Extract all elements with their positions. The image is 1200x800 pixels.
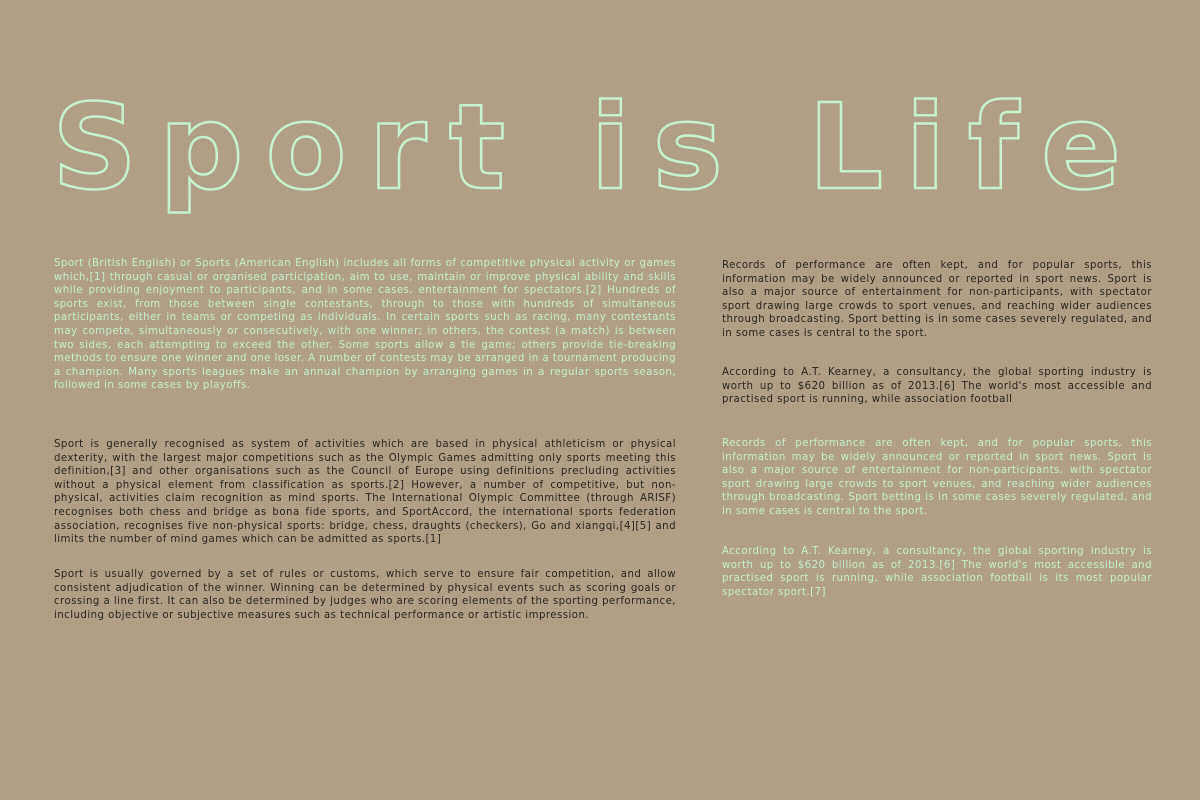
right-paragraph-industry: According to A.T. Kearney, a consultancy, the global sporting industry is worth up to $620 billion as of 2013.[6] The world's most accessible and practised sport is running, while association football	[722, 367, 1152, 406]
right-paragraph-records-repeat: Records of performance are often kept, and for popular sports, this information may be widely announced or reported in sport news. Sport is also a major source of entertainment for non-participants, with spectator sport drawing large crowds to sport venues, and reaching wider audiences through broadcasting. Sport betting is in some cases severely regulated, and in some cases is central to the sport.	[722, 438, 1152, 517]
right-paragraph-records: Records of performance are often kept, and for popular sports, this information may be widely announced or reported in sport news. Sport is also a major source of entertainment for non-participants, with spectator sport drawing large crowds to sport venues, and reaching wider audiences through broadcasting. Sport betting is in some cases severely regulated, and in some cases is central to the sport.	[722, 260, 1152, 339]
left-paragraph-rules: Sport is usually governed by a set of rules or customs, which serve to ensure fair competition, and allow consistent adjudication of the winner. Winning can be determined by physical events such as scoring goals or crossing a line first. It can also be determined by judges who are scoring elements of the sporting performance, including objective or subjective measures such as technical performance or artistic impression.	[54, 569, 676, 621]
right-paragraph-industry-full: According to A.T. Kearney, a consultancy, the global sporting industry is worth up to $620 billion as of 2013.[6] The world's most accessible and practised sport is running, while association football is its most popular spectator sport.[7]	[722, 546, 1152, 598]
left-paragraph-intro: Sport (British English) or Sports (American English) includes all forms of competitive physical activity or games which,[1] through casual or organised participation, aim to use, maintain or improve physical ability and skills while providing enjoyment to participants, and in some cases, entertainment for spectators.[2] Hundreds of sports exist, from those between single contestants, through to those with hundreds of simultaneous participants, either in teams or competing as individuals. In certain sports such as racing, many contestants may compete, simultaneously or consecutively, with one winner; in others, the contest (a match) is between two sides, each attempting to exceed the other. Some sports allow a tie game; others provide tie-breaking methods to ensure one winner and one loser. A number of contests may be arranged in a tournament producing a champion. Many sports leagues make an annual champion by arranging games in a regular sports season, followed in some cases by playoffs.	[54, 258, 676, 392]
page-title: Sport is Life	[52, 78, 1143, 216]
left-paragraph-definition: Sport is generally recognised as system of activities which are based in physical athleticism or physical dexterity, with the largest major competitions such as the Olympic Games admitting only sports meeting this definition,[3] and other organisations such as the Council of Europe using definitions precluding activities without a physical element from classification as sports.[2] However, a number of competitive, but non-physical, activities claim recognition as mind sports. The International Olympic Committee (through ARISF) recognises both chess and bridge as bona fide sports, and SportAccord, the international sports federation association, recognises five non-physical sports: bridge, chess, draughts (checkers), Go and xiangqi,[4][5] and limits the number of mind games which can be admitted as sports.[1]	[54, 439, 676, 546]
